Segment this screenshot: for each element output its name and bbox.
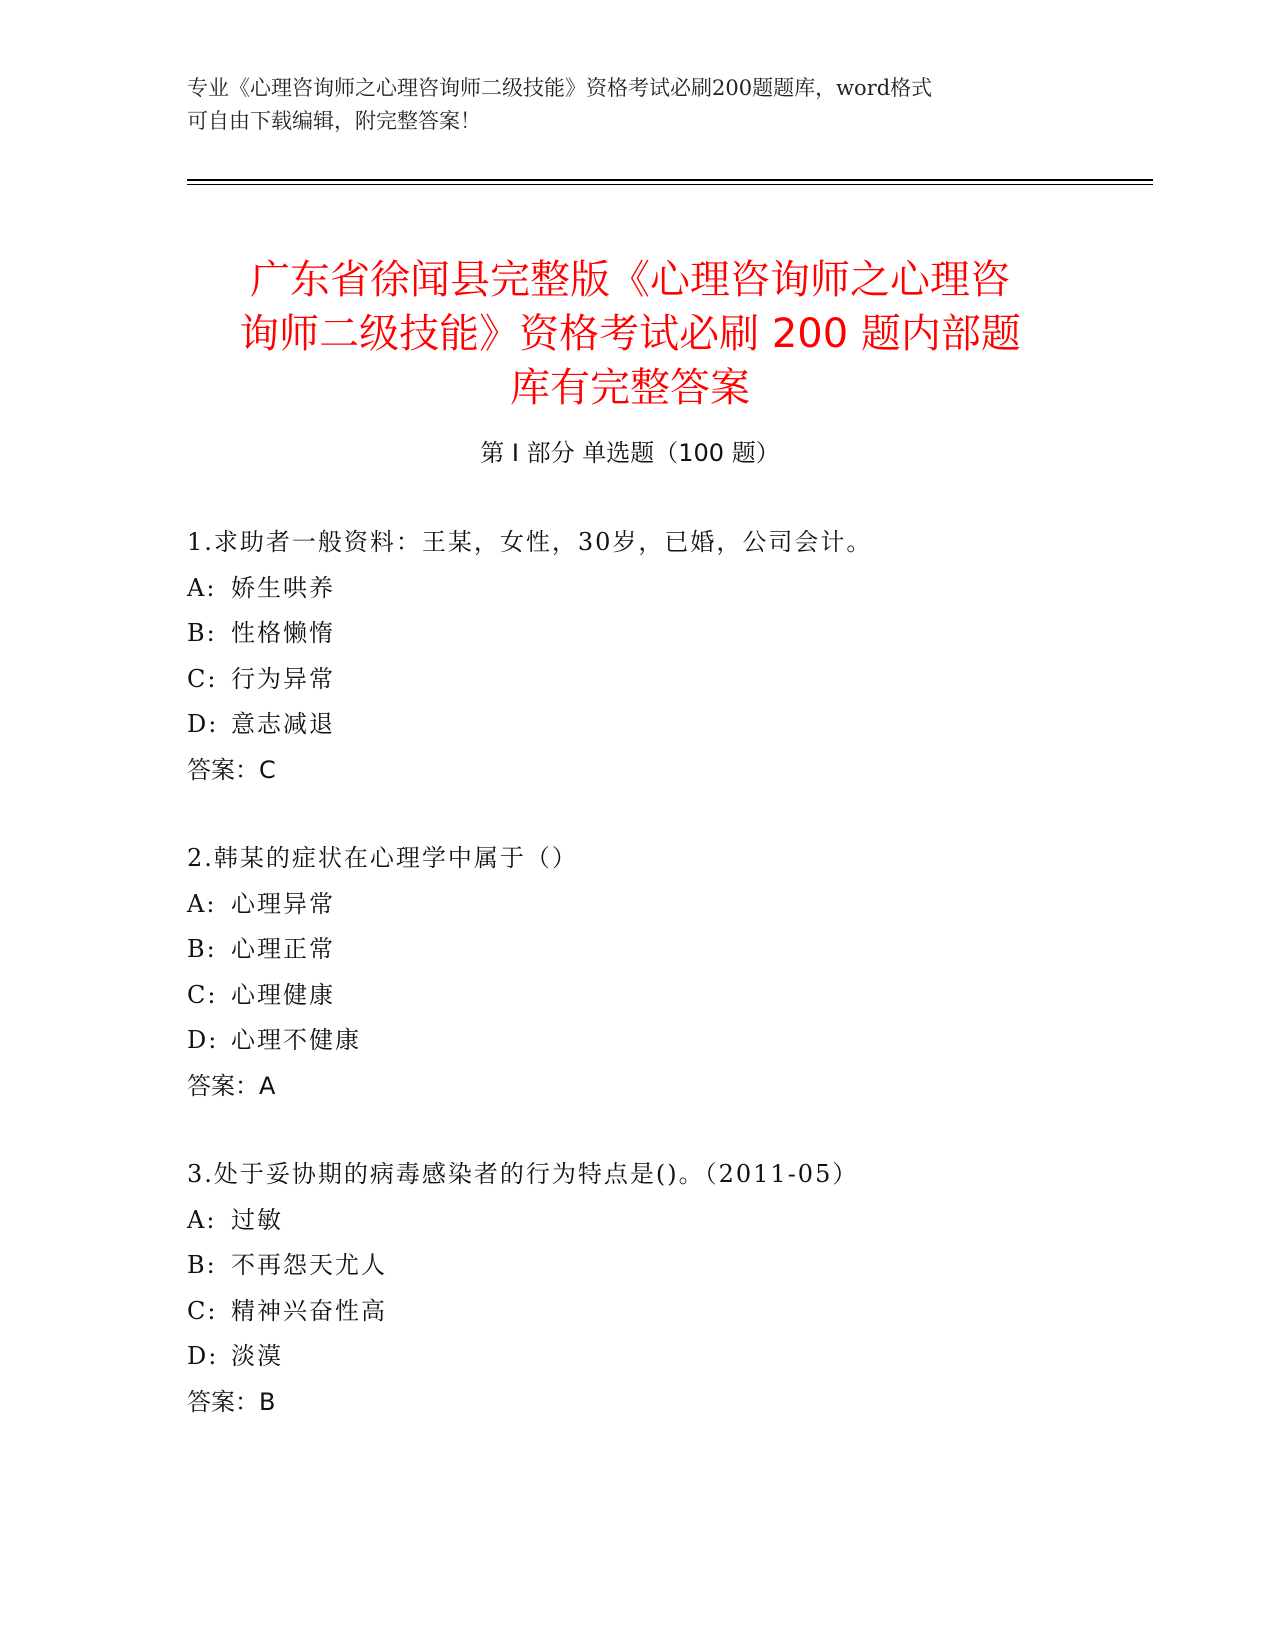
- question-stem: 1.求助者一般资料：王某，女性，30岁，已婚，公司会计。: [187, 528, 873, 556]
- header-rule-thick: [187, 179, 1153, 181]
- option-text: 过敏: [231, 1205, 283, 1234]
- title-line-1: 广东省徐闻县完整版《心理咨询师之心理咨: [250, 256, 1010, 303]
- title-line-2: 询师二级技能》资格考试必刷 200 题内部题: [239, 310, 1021, 357]
- question-3: [187, 1152, 1147, 1425]
- option-text: 心理不健康: [231, 1026, 361, 1054]
- option-d: [187, 1334, 1147, 1380]
- question-stem: 3.处于妥协期的病毒感染者的行为特点是()。（2011-05）: [187, 1160, 859, 1188]
- option-text: 性格懒惰: [231, 619, 335, 647]
- option-letter: A:: [187, 1205, 217, 1234]
- header-rule-thin: [187, 184, 1153, 185]
- question-stem: 2.韩某的症状在心理学中属于（）: [187, 844, 578, 872]
- option-text: 意志减退: [231, 710, 335, 738]
- option-letter: B:: [187, 619, 217, 647]
- option-c: [187, 973, 1147, 1019]
- option-d: [187, 702, 1147, 748]
- option-b: [187, 611, 1147, 657]
- option-a: [187, 882, 1147, 928]
- option-text: 心理健康: [231, 980, 335, 1009]
- header-note: [187, 72, 1087, 138]
- option-b: [187, 1243, 1147, 1289]
- option-letter: D:: [187, 1026, 219, 1054]
- option-a: [187, 566, 1147, 612]
- option-a: [187, 1198, 1147, 1244]
- option-d: [187, 1018, 1147, 1064]
- answer: 答案：B: [187, 1387, 276, 1416]
- question-1: [187, 520, 1147, 793]
- option-b: [187, 927, 1147, 973]
- header-note-line-1: 专业《心理咨询师之心理咨询师二级技能》资格考试必刷200题题库，word格式: [187, 76, 933, 100]
- option-letter: B:: [187, 935, 217, 963]
- document-title: [180, 253, 1080, 415]
- option-text: 娇生哄养: [231, 573, 335, 602]
- option-text: 心理异常: [231, 889, 335, 918]
- option-c: [187, 657, 1147, 703]
- option-text: 心理正常: [231, 935, 335, 963]
- option-letter: D:: [187, 1342, 219, 1370]
- option-text: 淡漠: [231, 1342, 283, 1370]
- option-letter: A:: [187, 889, 217, 918]
- option-letter: C:: [187, 1296, 218, 1325]
- option-letter: A:: [187, 573, 217, 602]
- section-heading: 第 I 部分 单选题（100 题）: [480, 439, 780, 467]
- option-text: 不再怨天尤人: [231, 1251, 387, 1279]
- option-c: [187, 1289, 1147, 1335]
- option-letter: B:: [187, 1251, 217, 1279]
- answer: 答案：A: [187, 1071, 276, 1100]
- option-text: 行为异常: [231, 664, 335, 693]
- option-letter: C:: [187, 664, 218, 693]
- question-2: [187, 836, 1147, 1109]
- option-letter: C:: [187, 980, 218, 1009]
- option-text: 精神兴奋性高: [231, 1296, 387, 1325]
- header-note-line-2: 可自由下载编辑，附完整答案！: [187, 109, 481, 133]
- title-line-3: 库有完整答案: [510, 364, 750, 411]
- answer: 答案：C: [187, 755, 276, 784]
- option-letter: D:: [187, 710, 219, 738]
